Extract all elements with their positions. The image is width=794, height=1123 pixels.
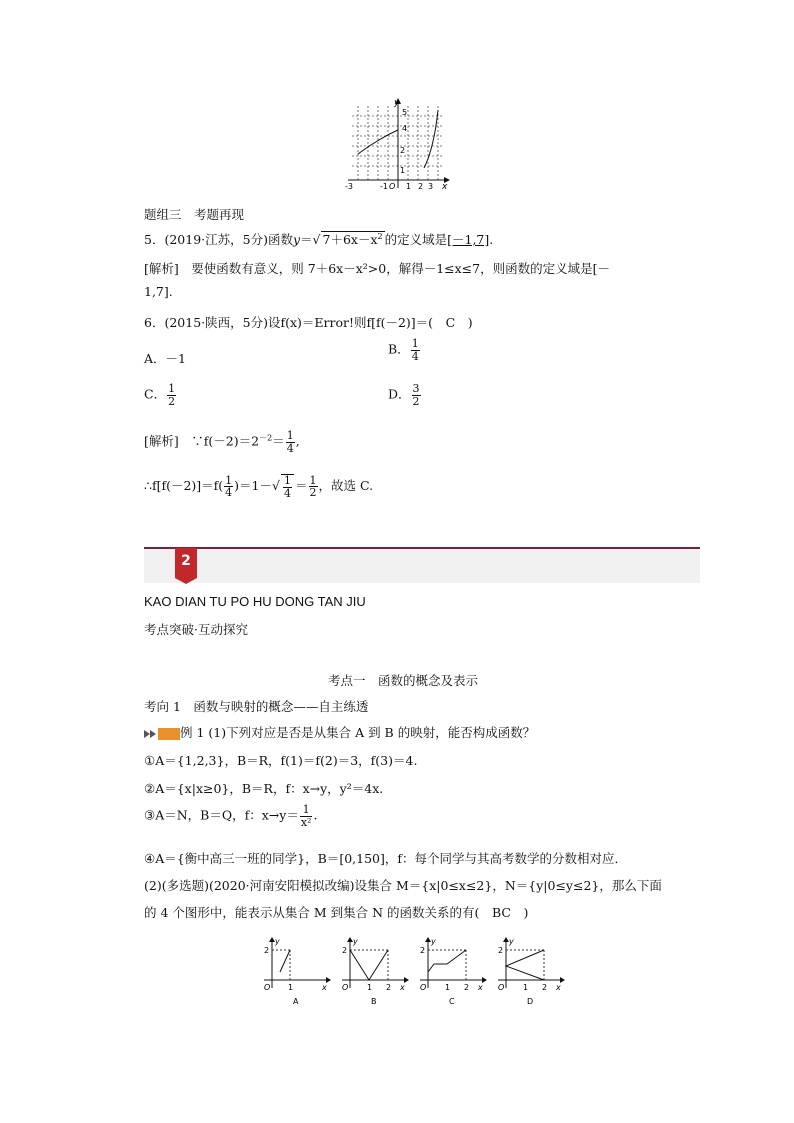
question-5: 5．(2019·江苏，5分)函数y＝√ $7+6x-x^2$ 的定义域是[－1,7].: [144, 231, 494, 247]
svg-text:2: 2: [342, 946, 348, 955]
svg-text:1: 1: [367, 983, 373, 992]
svg-text:O: O: [498, 983, 505, 992]
svg-text:x: x: [556, 983, 561, 992]
option-a: A．－1: [144, 351, 186, 366]
svg-text:2: 2: [420, 946, 426, 955]
pinyin-title: KAO DIAN TU PO HU DONG TAN JIU: [144, 594, 366, 609]
direction-title: 考向 1 函数与映射的概念——自主练透: [144, 699, 369, 714]
part-number-badge: 2: [175, 548, 197, 578]
svg-text:2: 2: [542, 983, 548, 992]
top-graph-xtick: -3: [345, 182, 353, 191]
svg-text:2: 2: [464, 983, 470, 992]
top-graph-y-label: y: [394, 98, 400, 108]
top-graph-ytick: 5: [402, 108, 408, 117]
example-item-4: ④A＝{衡中高三一班的同学}，B＝[0,150]，f：每个同学与其高考数学的分数相对应．: [144, 851, 627, 866]
svg-text:x: x: [400, 983, 405, 992]
top-graph-origin: O: [389, 182, 396, 191]
example-answer: BC: [491, 905, 511, 920]
option-d: D． $\frac{3}{2}$: [388, 382, 420, 408]
q5-radicand: $7+6x-x^2$: [322, 231, 383, 247]
svg-text:1: 1: [445, 983, 451, 992]
example-item-2: ②A＝{x|x≥0}，B＝R，f：x→y，y²＝4x.: [144, 781, 384, 796]
graph-a: [260, 936, 332, 1008]
svg-text:2: 2: [386, 983, 392, 992]
part-rule: [144, 547, 700, 549]
graph-d: [494, 936, 566, 1008]
question-6: 6．(2015·陕西，5分)设f(x)＝Error!则f[f(－2)]＝( C ): [144, 315, 473, 330]
example-marker-icon: [158, 728, 180, 740]
q6-solution-line2: ∴f[f(－2)]＝f( $\frac{1}{4}$ )＝1－√ $\frac{1}{4}$ ＝ $\frac{1}{2}$ ，故选 C.: [144, 473, 374, 500]
svg-text:2: 2: [498, 946, 504, 955]
top-graph-xtick: 1: [406, 182, 412, 191]
svg-text:y: y: [353, 937, 358, 946]
topic-title: 考点一 函数的概念及表示: [328, 673, 479, 688]
q6-solution-line1: [解析] $\because f(-2)=2^{-2}=$ $\frac{1}{4}$ ,: [144, 429, 300, 455]
example-1: 例 1 (1)下列对应是否是从集合 A 到 B 的映射，能否构成函数？: [144, 723, 535, 741]
top-graph-ytick: 4: [402, 124, 408, 133]
svg-text:O: O: [264, 983, 271, 992]
part-banner: [144, 547, 700, 583]
graph-b-label: B: [371, 997, 377, 1006]
svg-text:x: x: [478, 983, 483, 992]
q5-solution-cont: 1,7].: [144, 284, 173, 299]
example-item-1: ①A＝{1,2,3}，B＝R，f(1)＝f(2)＝3，f(3)＝4.: [144, 753, 418, 768]
part-title: 考点突破·互动探究: [144, 622, 248, 637]
svg-text:1: 1: [523, 983, 529, 992]
top-graph-xtick: 3: [428, 182, 434, 191]
svg-text:O: O: [342, 983, 349, 992]
graph-c-label: C: [449, 997, 455, 1006]
graph-a-label: A: [293, 997, 299, 1006]
option-c: C． $\frac{1}{2}$: [144, 382, 176, 408]
example-part-2-cont: 的 4 个图形中，能表示从集合 M 到集合 N 的函数关系的有( BC ): [144, 905, 529, 920]
q6-answer: C: [445, 315, 456, 330]
svg-text:x: x: [322, 983, 327, 992]
section-title: 题组三 考题再现: [144, 207, 245, 222]
top-graph-ytick: 1: [400, 166, 406, 175]
q5-answer: [－1,7]: [447, 232, 490, 247]
svg-text:y: y: [275, 937, 280, 946]
example-part-2: (2)(多选题)(2020·河南安阳模拟改编)设集合 M＝{x|0≤x≤2}，N＝{y|0≤y≤2}，那么下面: [144, 878, 662, 893]
svg-text:2: 2: [264, 946, 270, 955]
svg-text:y: y: [431, 937, 436, 946]
top-graph-x-label: x: [442, 182, 448, 192]
svg-text:1: 1: [288, 983, 294, 992]
top-graph: [340, 96, 452, 192]
top-graph-xtick: -1: [380, 182, 388, 191]
option-b: B． $\frac{1}{4}$: [388, 337, 419, 363]
graph-d-label: D: [527, 997, 534, 1006]
svg-text:O: O: [420, 983, 427, 992]
graph-b: [338, 936, 410, 1008]
double-arrow-icon: [144, 729, 158, 739]
graph-c: [416, 936, 488, 1008]
svg-text:y: y: [509, 937, 514, 946]
q5-solution: [解析] 要使函数有意义，则 7＋6x－x²>0，解得－1≤x≤7，则函数的定义域是[－: [144, 261, 610, 276]
top-graph-ytick: 2: [400, 146, 406, 155]
example-item-3: ③A＝N，B＝Q，f：x→y＝ $\frac{1}{\text{x²}}$ .: [144, 803, 318, 829]
top-graph-xtick: 2: [418, 182, 424, 191]
